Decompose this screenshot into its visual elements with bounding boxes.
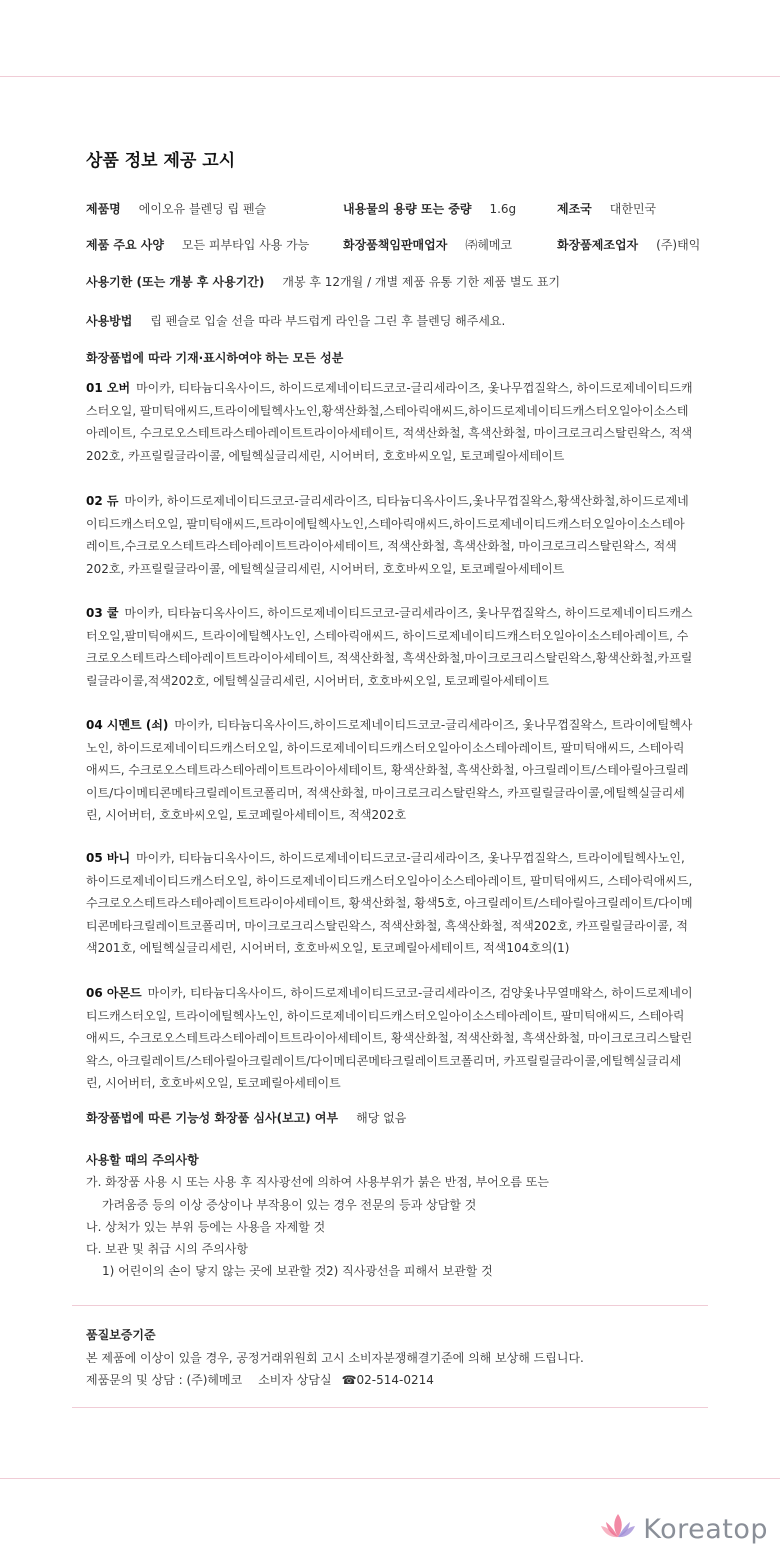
spec-value: 1.6g	[489, 202, 517, 216]
spec-value: 모든 피부타입 사용 가능	[181, 238, 310, 252]
lotus-icon	[599, 1512, 637, 1546]
shade-name: 04 시멘트 (쇠)	[86, 718, 169, 732]
spec-label: 사용방법	[86, 314, 133, 328]
ingredient-item	[86, 602, 696, 692]
spec-label: 제품 주요 사양	[86, 238, 164, 252]
spec-usage	[86, 312, 505, 329]
functional-review	[86, 1109, 406, 1126]
shade-name: 02 듀	[86, 494, 119, 508]
spec-volume	[343, 200, 516, 217]
brand-name: Koreatop	[643, 1513, 768, 1545]
spec-label: 제품명	[86, 202, 121, 216]
ingredients-heading: 화장품법에 따라 기재·표시하여야 하는 모든 성분	[86, 351, 344, 365]
caution-line: 2) 직사광선을 피해서 보관할 것	[326, 1264, 493, 1278]
caution-line: 다. 보관 및 취급 시의 주의사항	[86, 1242, 248, 1256]
ingredient-item	[86, 847, 696, 960]
page-title: 상품 정보 제공 고시	[86, 151, 236, 171]
section-divider	[72, 1305, 708, 1306]
bottom-divider	[0, 1478, 780, 1479]
caution-line: 나. 상처가 있는 부위 등에는 사용을 자제할 것	[86, 1220, 326, 1234]
spec-value: (주)태익	[656, 238, 701, 252]
ingredient-text: 마이카, 하이드로제네이티드코코-글리세라이즈, 티타늄디옥사이드,옻나무껍질왁스,황색산화철,하이드로제네이티드캐스터오일, 팔미틱애씨드,트라이에틸헥사노인,스테아릭애씨드,하이드로제네이티드캐스터오일아이소스테아레이트,수크로오스테트라스테아레이트트라이아세테이트, 적색산화철, 흑색산화철, 마이크로크리스탈린왁스, 적색202호, 카프릴릴글라이콜, 에틸헥실글리세린, 시어버터, 호호바씨오일, 토코페릴아세테이트	[86, 494, 689, 576]
spec-seller	[343, 236, 512, 253]
quality-text: 본 제품에 이상이 있을 경우, 공정거래위원회 고시 소비자분쟁해결기준에 의해 보상해 드립니다.	[86, 1351, 584, 1365]
ingredient-item	[86, 714, 696, 827]
ingredient-item	[86, 377, 696, 467]
spec-label: 제조국	[557, 202, 592, 216]
spec-country	[557, 200, 656, 217]
ingredient-text: 마이카, 티타늄디옥사이드, 하이드로제네이티드코코-글리세라이즈, 검양옻나무열매왁스, 하이드로제네이티드캐스터오일, 트라이에틸헥사노인, 하이드로제네이티드캐스터오일아이소스테아레이트, 팔미틱애씨드, 스테아릭애씨드, 수크로오스테트라스테아레이트트라이아세테이트, 황색산화철, 적색산화철, 흑색산화철, 마이크로크리스탈린왁스, 아크릴레이트/스테아릴아크릴레이트/다이메티콘메타크릴레이트코폴리머, 카프릴릴글라이콜,에틸헥실글리세린, 시어버터, 호호바씨오일, 토코페릴아세테이트	[86, 986, 693, 1091]
phone-number: ☎02-514-0214	[341, 1373, 434, 1387]
spec-label: 화장품책임판매업자	[343, 238, 448, 252]
section-divider	[72, 1407, 708, 1408]
ingredient-item	[86, 490, 696, 580]
shade-name: 03 쿨	[86, 606, 119, 620]
functional-label: 화장품법에 따른 기능성 화장품 심사(보고) 여부	[86, 1111, 339, 1125]
spec-value: 대한민국	[609, 202, 657, 216]
shade-name: 05 바니	[86, 851, 131, 865]
spec-value: 개봉 후 12개월 / 개별 제품 유통 기한 제품 별도 표기	[282, 275, 561, 289]
spec-main	[86, 236, 309, 253]
ingredient-item	[86, 982, 696, 1095]
spec-value: 에이오유 블렌딩 립 펜슬	[138, 202, 267, 216]
ingredient-text: 마이카, 티타늄디옥사이드, 하이드로제네이티드코코-글리세라이즈, 옻나무껍질왁스, 하이드로제네이티드캐스터오일,팔미틱애씨드, 트라이에틸헥사노인, 스테아릭애씨드, 하이드로제네이티드캐스터오일아이소스테아레이트, 수크로오스테트라스테아레이트트라이아세테이트, 적색산화철, 흑색산화철,마이크로크리스탈린왁스,황색산화철,카프릴릴글라이콜,적색202호, 에틸헥실글리세린, 시어버터, 호호바씨오일, 토코페릴아세테이트	[86, 606, 693, 688]
spec-label: 화장품제조업자	[557, 238, 639, 252]
contact-row	[86, 1371, 434, 1388]
quality-heading: 품질보증기준	[86, 1328, 156, 1342]
center-label: 소비자 상담실	[258, 1373, 332, 1387]
ingredient-text: 마이카, 티타늄디옥사이드,하이드로제네이티드코코-글리세라이즈, 옻나무껍질왁스, 트라이에틸헥사노인, 하이드로제네이티드캐스터오일, 하이드로제네이티드캐스터오일아이소스테아레이트, 팔미틱애씨드, 스테아릭애씨드, 수크로오스테트라스테아레이트트라이아세테이트, 황색산화철, 흑색산화철, 아크릴레이트/스테아릴아크릴레이트/다이메티콘메타크릴레이트코폴리머, 적색산화철, 마이크로크리스탈린왁스, 카프릴릴글라이콜,에틸헥실글리세린, 시어버터, 호호바씨오일, 토코페릴아세테이트, 적색202호	[86, 718, 693, 823]
ingredient-text: 마이카, 티타늄디옥사이드, 하이드로제네이티드코코-글리세라이즈, 옻나무껍질왁스, 하이드로제네이티드캐스터오일, 팔미틱애씨드,트라이에틸헥사노인,황색산화철,스테아릭애씨드,하이드로제네이티드캐스터오일아이소스테아레이트, 수크로오스테트라스테아레이트트라이아세테이트, 적색산화철, 흑색산화철, 마이크로크리스탈린왁스, 적색202호, 카프릴릴글라이콜, 에틸헥실글리세린, 시어버터, 호호바씨오일, 토코페릴아세테이트	[86, 381, 693, 463]
functional-value: 해당 없음	[356, 1111, 407, 1125]
caution-line: 가려움증 등의 이상 증상이나 부작용이 있는 경우 전문의 등과 상담할 것	[102, 1198, 477, 1212]
caution-heading: 사용할 때의 주의사항	[86, 1153, 199, 1167]
brand-logo	[599, 1512, 768, 1546]
spec-label: 사용기한 (또는 개봉 후 사용기간)	[86, 275, 265, 289]
contact-label: 제품문의 및 상담 : (주)헤메코	[86, 1373, 243, 1387]
spec-product-name	[86, 200, 266, 217]
spec-label: 내용물의 용량 또는 중량	[343, 202, 472, 216]
ingredient-text: 마이카, 티타늄디옥사이드, 하이드로제네이티드코코-글리세라이즈, 옻나무껍질왁스, 트라이에틸헥사노인, 하이드로제네이티드캐스터오일, 하이드로제네이티드캐스터오일아이소스테아레이트, 팔미틱애씨드, 스테아릭애씨드, 수크로오스테트라스테아레이트트라이아세테이트, 황색산화철, 황색5호, 아크릴레이트/스테아릴아크릴레이트/다이메티콘메타크릴레이트코폴리머, 마이크로크리스탈린왁스, 적색산화철, 흑색산화철, 적색202호, 카프릴릴글라이콜, 적색201호, 에틸헥실글리세린, 시어버터, 호호바씨오일, 토코페릴아세테이트, 적색104호의(1)	[86, 851, 693, 956]
caution-line: 가. 화장품 사용 시 또는 사용 후 직사광선에 의하여 사용부위가 붉은 반점, 부어오름 또는	[86, 1175, 549, 1189]
spec-value: ㈜헤메코	[465, 238, 513, 252]
spec-manufacturer	[557, 236, 700, 253]
top-divider	[0, 76, 780, 77]
spec-value: 립 펜슬로 입술 선을 따라 부드럽게 라인을 그린 후 블렌딩 해주세요.	[150, 314, 506, 328]
caution-line: 1) 어린이의 손이 닿지 않는 곳에 보관할 것	[102, 1264, 327, 1278]
shade-name: 01 오버	[86, 381, 131, 395]
shade-name: 06 아몬드	[86, 986, 142, 1000]
spec-expiry	[86, 273, 560, 290]
